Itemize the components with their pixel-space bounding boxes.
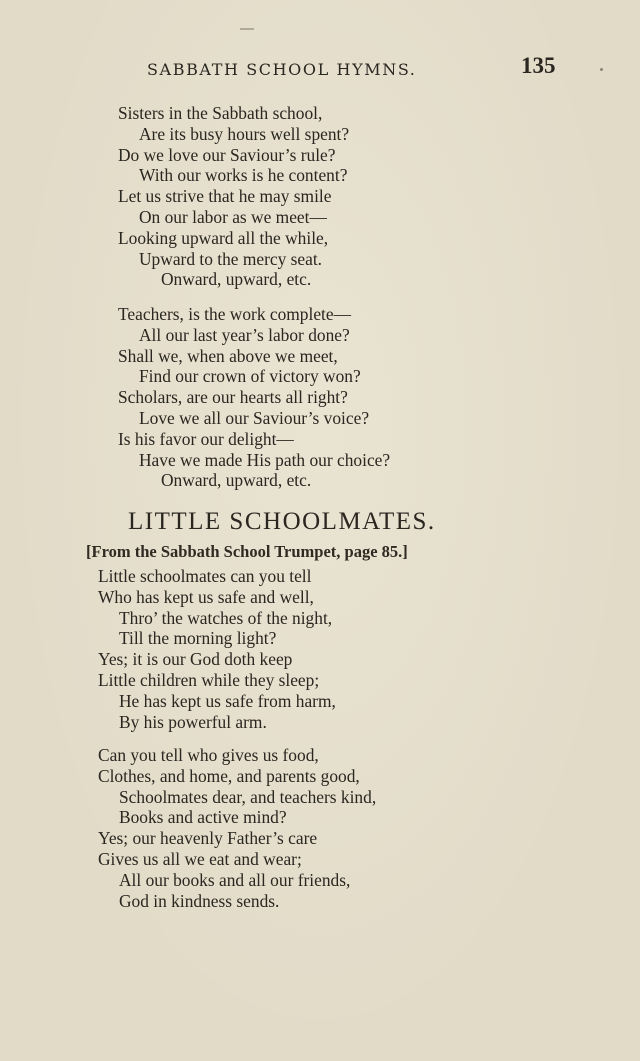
verse-line: Love we all our Saviour’s voice? <box>139 407 370 428</box>
hymn2-stanza-1 <box>98 566 336 732</box>
print-speck <box>600 68 603 71</box>
hymn1-stanza-2 <box>118 304 390 491</box>
verse-line: With our works is he content? <box>139 165 348 186</box>
refrain-line: Onward, upward, etc. <box>161 470 312 491</box>
verse-line: Is his favor our delight— <box>118 428 294 449</box>
verse-line: Upward to the mercy seat. <box>139 248 323 269</box>
verse-line: Can you tell who gives us food, <box>98 745 319 765</box>
verse-line: Do we love our Saviour’s rule? <box>118 144 336 165</box>
verse-line: God in kindness sends. <box>119 890 280 911</box>
verse-line: Let us strive that he may smile <box>118 186 332 207</box>
refrain-line: Onward, upward, etc. <box>161 269 312 290</box>
hymn-title: LITTLE SCHOOLMATES. <box>128 508 436 535</box>
verse-line: Looking upward all the while, <box>118 227 329 248</box>
verse-line: Clothes, and home, and parents good, <box>98 765 360 786</box>
verse-line: By his powerful arm. <box>119 711 267 732</box>
verse-line: Little children while they sleep; <box>98 669 320 690</box>
verse-line: All our books and all our friends, <box>119 869 351 890</box>
verse-line: Till the morning light? <box>119 628 277 649</box>
page-number: 135 <box>521 53 556 78</box>
verse-line: Find our crown of victory won? <box>139 366 361 387</box>
running-head: SABBATH SCHOOL HYMNS. <box>147 60 417 79</box>
print-mark <box>240 28 254 30</box>
verse-line: All our last year’s labor done? <box>139 324 350 345</box>
verse-line: Gives us all we eat and wear; <box>98 848 302 869</box>
verse-line: Books and active mind? <box>119 807 287 828</box>
verse-line: Sisters in the Sabbath school, <box>118 103 323 123</box>
verse-line: Scholars, are our hearts all right? <box>118 387 348 408</box>
hymn2-stanza-2 <box>98 745 376 911</box>
verse-line: Who has kept us safe and well, <box>98 586 314 607</box>
verse-line: Have we made His path our choice? <box>139 449 391 470</box>
verse-line: Thro’ the watches of the night, <box>119 607 333 628</box>
verse-line: Teachers, is the work complete— <box>118 304 351 324</box>
verse-line: Yes; it is our God doth keep <box>98 649 293 670</box>
verse-line: On our labor as we meet— <box>139 206 327 227</box>
verse-line: Yes; our heavenly Father’s care <box>98 828 318 849</box>
verse-line: Shall we, when above we meet, <box>118 345 338 366</box>
verse-line: Are its busy hours well spent? <box>139 123 350 144</box>
verse-line: Little schoolmates can you tell <box>98 566 312 586</box>
source-note: [From the Sabbath School Trumpet, page 85.] <box>86 542 408 561</box>
hymn1-stanza-1 <box>118 103 349 290</box>
verse-line: He has kept us safe from harm, <box>119 690 336 711</box>
verse-line: Schoolmates dear, and teachers kind, <box>119 786 377 807</box>
